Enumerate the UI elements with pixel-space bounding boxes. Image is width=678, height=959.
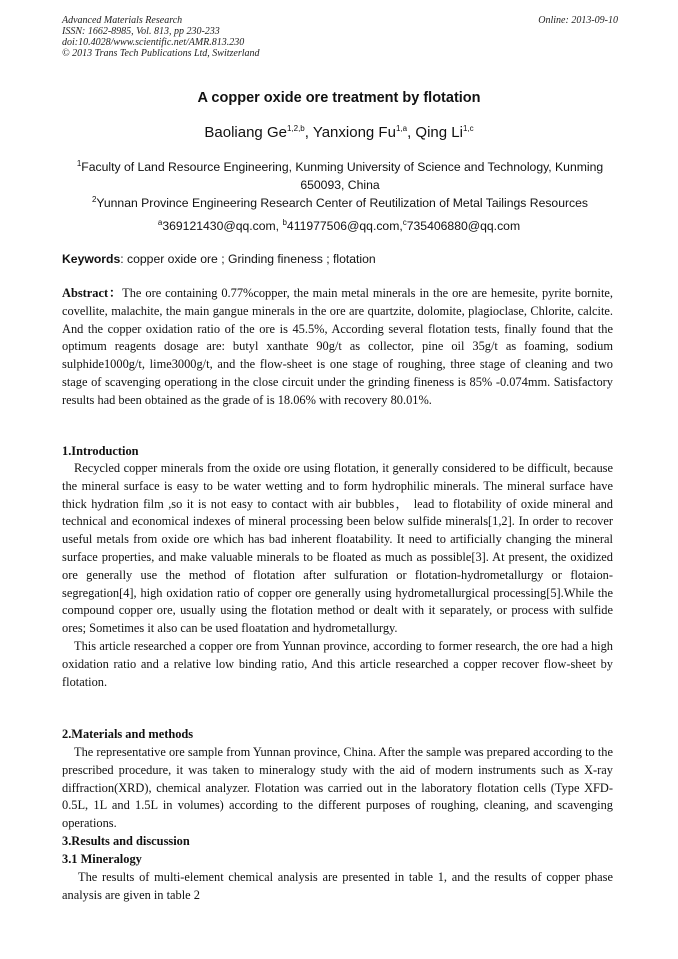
- paper-title: A copper oxide ore treatment by flotation: [197, 90, 481, 106]
- author-name: Baoliang Ge: [204, 124, 287, 141]
- paragraph: This article researched a copper ore from Yunnan province, according to former research, the ore had a high oxidation ratio and a relative low binding ratio, And this article researched a copper recover flow-sheet by flotation.: [62, 638, 613, 689]
- doi-line: doi:10.4028/www.scientific.net/AMR.813.230: [62, 37, 245, 48]
- journal-name: Advanced Materials Research: [62, 15, 183, 26]
- copyright-line: © 2013 Trans Tech Publications Ltd, Switzerland: [62, 48, 260, 59]
- section-heading-results: 3.Results and discussion: [62, 834, 190, 848]
- email-address: 735406880@qq.com: [406, 219, 521, 233]
- affiliation-1: [62, 158, 618, 194]
- keywords-label: Keywords: [62, 252, 121, 266]
- author-emails: [0, 219, 678, 233]
- mineralogy-body: [62, 869, 613, 905]
- section-heading-introduction: 1.Introduction: [62, 444, 139, 458]
- affiliation-sup: 2: [91, 194, 97, 204]
- email-sup: b: [282, 217, 287, 227]
- keywords-text: : copper oxide ore ; Grinding fineness ; flotation: [120, 252, 376, 266]
- online-date: Online: 2013-09-10: [538, 15, 618, 26]
- affiliation-2: [62, 194, 618, 212]
- abstract-text: The ore containing 0.77%copper, the main metal minerals in the ore are hemesite, pyrite bornite, covellite, malachite, the main gangue minerals in the ore are quartzite, dolomite, plagioclase, Chlorite, calcite. And the copper oxidation ratio of the ore is 45.5%, According several flotation tests, finally found that the optimum reagents dosage are: butyl xanthate 90g/t as collector, pine oil 35g/t as foaming, sodium sulphide1000g/t, lime3000g/t, and the flow-sheet is one stage of roughing, three stage of cleaning and two stage of scavenging operationg in the close circuit under the grinding fineness is 85% -0.074mm. Satisfactory results had been obtained as the grade of is 18.06% with recovery 80.01%.: [62, 286, 613, 407]
- journal-header: [62, 15, 618, 59]
- paragraph: Recycled copper minerals from the oxide ore using flotation, it generally considered to be difficult, because the mineral surface is easy to be water wetting and to form hydrophilic minerals. The mineral surface have thick hydration film ,so it is not easy to contact with air bubbles， lead to flotability of oxide mineral and technical and economical indexes of mineral processing been below sulfide minerals[1,2]. In order to recover useful metals from oxide ore which has bad inherent floatability. It need to artificially changing the mineral surface properties, and make valuable minerals to be floated as much as possible[3]. At present, the oxidized ore generally use the method of flotation after sulfuration or flotation-hydrometallurgy or flotaion-segregation[4], high oxidation ratio of copper ore generally using hydrometallurgical processing[5].While the compound copper ore, usually using the flotation method or dealt with it separately, or process with sulfide ores; Sometimes it also can be used floatation and hydrometallurgy.: [62, 461, 613, 636]
- email-sup: a: [157, 217, 163, 227]
- email-address: 411977506@qq.com,: [286, 219, 403, 233]
- affiliation-text: Faculty of Land Resource Engineering, Kunming University of Science and Technology, Kunming: [81, 160, 604, 174]
- author-sup: 1,a: [395, 124, 408, 133]
- section-heading-methods: 2.Materials and methods: [62, 727, 194, 741]
- keywords: [62, 252, 376, 266]
- author-name: Yanxiong Fu: [312, 124, 396, 141]
- affiliation-text: Yunnan Province Engineering Research Center of Reutilization of Metal Tailings Resources: [96, 196, 589, 210]
- abstract-label: Abstract：: [62, 286, 123, 300]
- paragraph: The results of multi-element chemical analysis are presented in table 1, and the results of copper phase analysis are given in table 2: [62, 870, 613, 902]
- affiliation-text: 650093, China: [300, 178, 380, 192]
- abstract: [62, 285, 613, 410]
- subsection-heading-mineralogy: 3.1 Mineralogy: [62, 852, 142, 866]
- author-name: Qing Li: [415, 124, 463, 141]
- email-sup: c: [402, 217, 407, 227]
- paragraph: The representative ore sample from Yunnan province, China. After the sample was prepared according to the prescribed procedure, it was taken to mineralogy study with the aid of modern instruments such as X-ray diffraction(XRD), chemical analyzer. Flotation was carried out in the laboratory flotation cells (Type XFD-0.5L, 1L and 1.5L in volumes) according to the different purposes of roughing, cleaning, and scavenging operations.: [62, 745, 613, 831]
- author-sup: 1,c: [462, 124, 474, 133]
- author-sup: 1,2,b: [286, 124, 305, 133]
- introduction-body: [62, 460, 613, 691]
- email-address: 369121430@qq.com,: [162, 219, 283, 233]
- issn-line: ISSN: 1662-8985, Vol. 813, pp 230-233: [62, 26, 220, 37]
- methods-body: [62, 744, 613, 833]
- author-list: Baoliang Ge$^{1,2,b}$, Yanxiong Fu$^{1,a}$, Qing Li$^{1,c}$: [204, 124, 474, 141]
- affiliation-sup: 1: [76, 158, 82, 168]
